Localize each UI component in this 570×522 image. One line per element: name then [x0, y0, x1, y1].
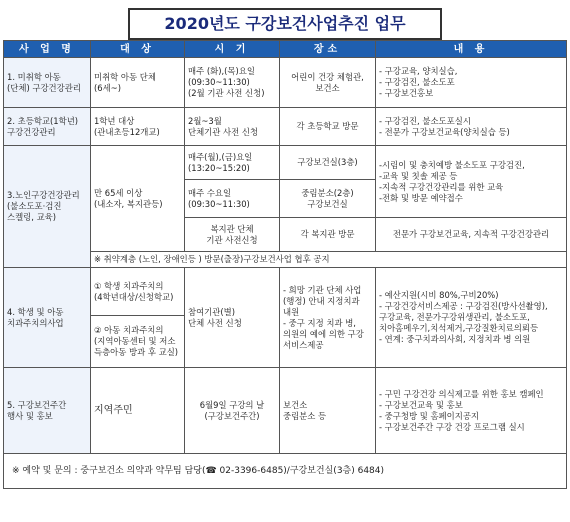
row4-name-line: 치과주치의사업 — [7, 317, 64, 328]
row3-target — [91, 146, 185, 252]
row4-target-a-line: (4학년대상/신청학교) — [94, 291, 174, 302]
row3-place-b-line: 중림분소(2층) — [301, 187, 354, 198]
row4-target-a-line: ① 학생 치과주치의 — [94, 280, 164, 291]
row2-time-line: 2월~3월 — [188, 115, 222, 126]
row5-time-line: 6월9일 구강의 날 — [199, 399, 265, 410]
page-title: 2020년도 구강보건사업추진 업무 — [128, 8, 442, 40]
row3-content-a-line: -지속적 구강건강관리를 위한 교육 — [379, 181, 504, 192]
row1-place — [280, 58, 376, 108]
row3-content-a-line: -시림이 및 충치예방 불소도포 구강검진, — [379, 159, 525, 170]
row3-content-a — [376, 146, 567, 218]
row3-time-b-line: (09:30~11:30) — [188, 198, 250, 209]
row4-content — [376, 268, 567, 368]
row1-content — [376, 58, 567, 108]
header-time: 시 기 — [185, 41, 280, 58]
row2-content-line: - 구강검진, 불소도포실시 — [379, 115, 471, 126]
header-name: 사 업 명 — [4, 41, 91, 58]
row4-target-b-line: ② 아동 치과주치의 — [94, 325, 164, 335]
row3-content-a-line: -전화 및 방문 예약접수 — [379, 192, 463, 203]
row3-note: ※ 취약계층 (노인, 장애인등 ) 방문(출장)구강보건사업 협후 공지 — [91, 252, 567, 268]
row2-content-line: - 전문가 구강보건교육(양치실습 등) — [379, 126, 510, 137]
row1-name-line: 1. 미취학 아동 — [7, 71, 61, 82]
row5-content — [376, 368, 567, 454]
row5-place-line: 보건소 — [283, 399, 308, 410]
row3-time-a — [185, 146, 280, 180]
row4-place-line: (행정) 안내 지정치과 — [283, 295, 360, 306]
row3-time-a-line: (13:20~15:20) — [188, 162, 250, 173]
row1-content-line: - 구강검진, 불소도포 — [379, 77, 455, 87]
row5-content-line: - 구민 구강건강 의식제고를 위한 홍보 캠페인 — [379, 388, 544, 399]
row4-time-line: 단체 사전 신청 — [188, 317, 242, 328]
row5-place — [280, 368, 376, 454]
table-row — [4, 368, 567, 454]
row5-name-line: 행사 및 홍보 — [7, 410, 53, 421]
row1-name-line: (단체) 구강건강관리 — [7, 82, 81, 93]
row4-content-line: 구강교육, 전문가구강위생관리, 불소도포, — [379, 312, 530, 322]
row3-time-c — [185, 218, 280, 252]
row1-time-line: 매주 (화),(목)요일 — [188, 66, 255, 76]
row4-time-line: 참여기관(별) — [188, 306, 235, 317]
table-row — [4, 58, 567, 108]
row2-name — [4, 108, 91, 146]
row4-target-b — [91, 316, 185, 368]
header-content: 내 용 — [376, 41, 567, 58]
row2-content — [376, 108, 567, 146]
row4-target-a — [91, 268, 185, 316]
row3-name — [4, 146, 91, 268]
row4-content-line: - 구강건강서비스제공 : 구강검진(방사선촬영), — [379, 301, 548, 311]
row3-time-c-line: 기관 사전신청 — [206, 234, 258, 245]
row2-name-line: 구강건강관리 — [7, 126, 56, 137]
table-row — [4, 108, 567, 146]
row4-time — [185, 268, 280, 368]
program-table — [3, 40, 567, 489]
row3-place-c: 각 복지관 방문 — [280, 218, 376, 252]
row4-name — [4, 268, 91, 368]
row1-target — [91, 58, 185, 108]
row2-place: 각 초등학교 방문 — [280, 108, 376, 146]
row4-place-line: 의원의 예에 의한 구강 — [283, 328, 364, 339]
row3-time-c-line: 복지관 단체 — [210, 223, 254, 234]
row1-content-line: - 구강보건홍보 — [379, 88, 434, 98]
row5-time — [185, 368, 280, 454]
row2-target — [91, 108, 185, 146]
header-place: 장소 — [280, 41, 376, 58]
contact-footer: ※ 예약 및 문의 : 중구보건소 의약과 약무팀 담당(☎ 02-3396-6485)/구강보건실(3층) 6484) — [4, 454, 567, 489]
row1-name — [4, 58, 91, 108]
row4-target-b-line: 득층아동 방과 후 교실) — [94, 347, 179, 357]
row5-time-line: (구강보건주간) — [204, 410, 260, 421]
row4-target-b-line: (지역아동센터 및 저소 — [94, 336, 176, 346]
row3-time-a-line: 매주(월),(금)요일 — [188, 151, 253, 162]
row1-place-line: 어린이 건강 체험관, — [291, 71, 364, 82]
row3-place-a: 구강보건실(3층) — [280, 146, 376, 180]
table-row — [4, 146, 567, 180]
row3-name-line: 스켈링, 교육) — [7, 212, 57, 222]
row4-place-line: - 희망 기관 단체 사업 — [283, 284, 362, 295]
row3-target-line: 만 65세 이상 — [94, 187, 143, 198]
table-row — [4, 268, 567, 316]
row3-name-line: (불소도포·검진 — [7, 201, 62, 211]
row1-place-line: 보건소 — [315, 82, 340, 93]
row5-target: 지역주민 — [91, 368, 185, 454]
header-target: 대 상 — [91, 41, 185, 58]
row3-place-b-line: 구강보건실 — [307, 198, 348, 209]
header-row — [4, 41, 567, 58]
row1-target-line: (6세~) — [94, 82, 121, 93]
row2-name-line: 2. 초등학교(1학년) — [7, 115, 79, 126]
row4-content-line: - 예산지원(시비 80%,구비20%) — [379, 290, 499, 300]
row5-content-line: - 구강보건교육 및 홍보 — [379, 399, 463, 410]
row3-content-a-line: -교육 및 칫솔 제공 등 — [379, 170, 458, 181]
row4-name-line: 4. 학생 및 아동 — [7, 306, 64, 317]
row5-content-line: - 구강보건주간 구강 건강 프로그램 실시 — [379, 421, 525, 432]
row1-time-line: (09:30~11:30) — [188, 77, 250, 87]
row2-time — [185, 108, 280, 146]
row3-name-line: 3.노인구강건강관리 — [7, 190, 80, 200]
row3-content-c: 전문가 구강보건교육, 지속적 구강건강관리 — [376, 218, 567, 252]
row4-place-line: - 중구 지정 치과 병, — [283, 317, 356, 328]
row4-content-line: 치아홈메우기,치석제거,구강질환치료의뢰등 — [379, 323, 539, 333]
row4-content-line: - 연계: 중구치과의사회, 지정치과 병 의원 — [379, 334, 531, 344]
row5-name-line: 5. 구강보건주간 — [7, 399, 67, 410]
row3-time-b — [185, 180, 280, 218]
row4-place-line: 내원 — [283, 306, 300, 317]
row4-place-line: 서비스제공 — [283, 339, 324, 350]
row5-place-line: 중림분소 등 — [283, 410, 327, 421]
footer-row — [4, 454, 567, 489]
row3-place-b — [280, 180, 376, 218]
row5-name — [4, 368, 91, 454]
row1-target-line: 미취학 아동 단체 — [94, 71, 156, 82]
row2-time-line: 단체기관 사전 신청 — [188, 126, 259, 137]
row2-target-line: 1학년 대상 — [94, 115, 135, 126]
row1-content-line: - 구강교육, 양치실습, — [379, 66, 458, 76]
row2-target-line: (관내초등12개교) — [94, 126, 160, 137]
row3-target-line: (내소자, 복지관등) — [94, 198, 163, 209]
row1-time — [185, 58, 280, 108]
row3-time-b-line: 매주 수요일 — [188, 187, 232, 198]
row1-time-line: (2월 기관 사전 신청) — [188, 88, 265, 98]
row4-place — [280, 268, 376, 368]
row5-content-line: - 중구청방 및 홈페이지공지 — [379, 410, 480, 421]
